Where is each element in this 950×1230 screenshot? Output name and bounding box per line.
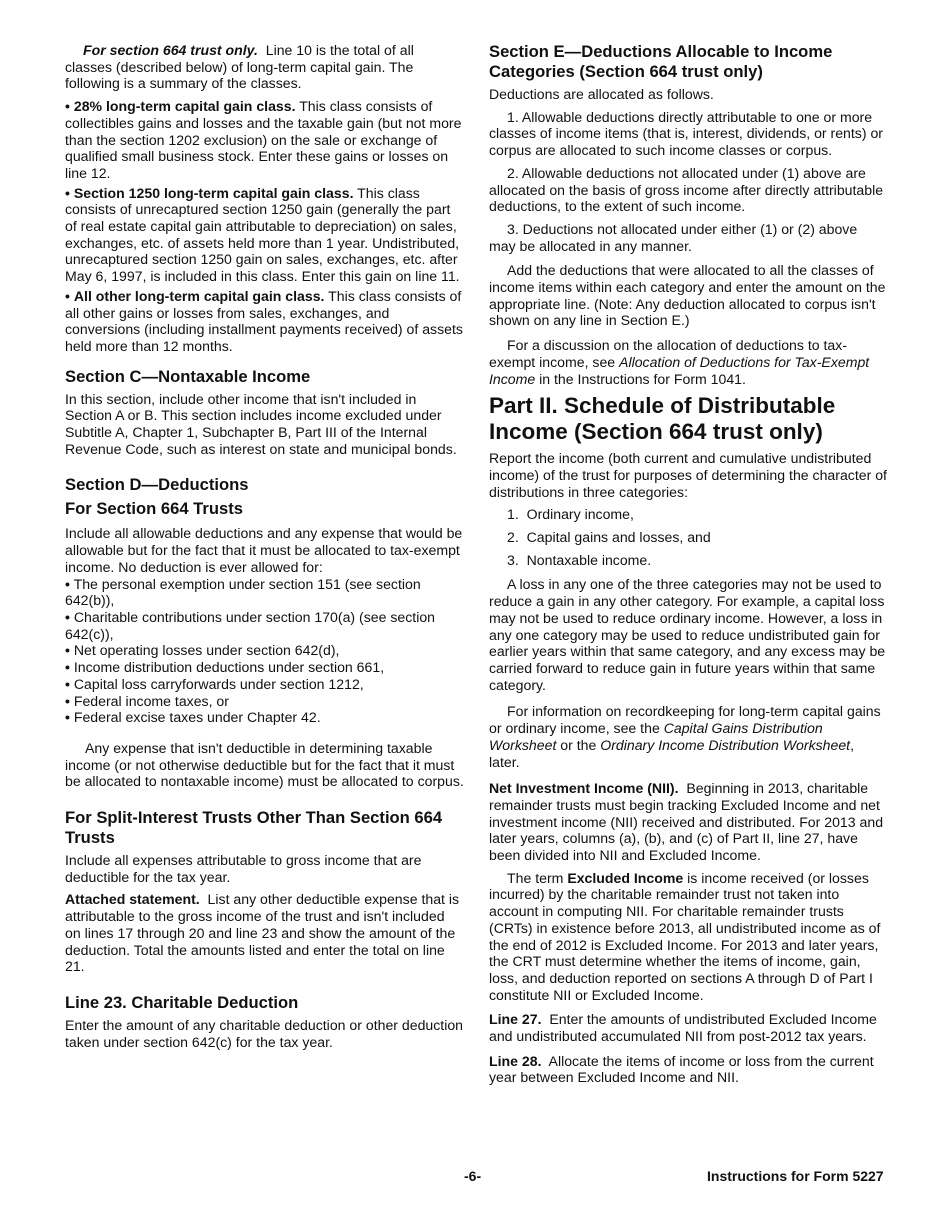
split-interest-heading: For Split-Interest Trusts Other Than Section 664 Trusts xyxy=(65,808,443,848)
category-label: Ordinary income, xyxy=(526,506,634,523)
section-664-subheading: For Section 664 Trusts xyxy=(65,499,243,519)
bullet-icon: • xyxy=(65,608,70,625)
category-item xyxy=(507,552,887,569)
form-title: Instructions for Form 5227 xyxy=(707,1168,884,1184)
capital-gains-worksheet-reference: Capital Gains Distribution Worksheet xyxy=(489,720,823,753)
intro-text: Line 10 is the total of all classes (described below) of long-term capital gain. The following is a summary of the classes. xyxy=(65,42,414,92)
class-title: All other long-term capital gain class. xyxy=(73,287,325,304)
line27-text: Enter the amounts of undistributed Excluded Income and undistributed accumulated NII from post-2012 tax years. xyxy=(489,1011,877,1045)
bullet-icon: • xyxy=(65,642,70,659)
class-text: This class consists of all other gains or losses from sales, exchanges, and conversions (including installment payments received) of assets held more than 12 months. xyxy=(65,287,463,354)
class-item xyxy=(65,98,464,182)
bullet-icon: • xyxy=(65,98,70,115)
category-item xyxy=(507,529,887,546)
left-column xyxy=(65,42,464,1056)
bullet-icon: • xyxy=(65,709,70,726)
loss-paragraph: A loss in any one of the three categories may not be used to reduce a gain in any other category. For example, a capital loss may not be used to reduce ordinary income. However, a loss in any one category may be used to reduce undistributed gain for earlier years within that same category, and any excess may be carried forward to reduce gain in future years within that same category. xyxy=(489,576,886,693)
list-item-text: Net operating losses under section 642(d), xyxy=(73,642,340,659)
excluded-text: The term xyxy=(507,869,568,886)
expense-paragraph: Any expense that isn't deductible in determining taxable income (or not otherwise deductible but for the fact that it must be allocated to nontaxable income) must be allocated to corpus. xyxy=(65,739,464,790)
category-label: Nontaxable income. xyxy=(526,551,652,568)
bullet-icon: • xyxy=(65,675,70,692)
list-item xyxy=(65,642,464,659)
section-c-text: In this section, include other income that isn't included in Section A or B. This section includes income excluded under Subtitle A, Chapter 1, Subchapter B, Part III of the Internal Revenue Code, such as interest on state and municipal bonds. xyxy=(65,390,457,457)
section-e-intro: Deductions are allocated as follows. xyxy=(489,86,714,102)
recordkeeping-text-mid: or the xyxy=(556,736,601,753)
bullet-icon: • xyxy=(65,184,70,201)
list-item-text: Federal income taxes, or xyxy=(73,692,229,709)
list-item xyxy=(65,609,464,642)
part2-intro: Report the income (both current and cumulative undistributed income) of the trust for purposes of determining the character of distributions in three categories: xyxy=(489,450,887,500)
bullet-icon: • xyxy=(65,692,70,709)
right-column xyxy=(489,42,887,1092)
line28-lead: Line 28. xyxy=(489,1052,542,1069)
list-item xyxy=(65,676,464,693)
category-label: Capital gains and losses, and xyxy=(526,529,711,546)
list-item-text: Capital loss carryforwards under section 1212, xyxy=(73,675,364,692)
list-item xyxy=(65,659,464,676)
ordinary-income-worksheet-reference: Ordinary Income Distribution Worksheet xyxy=(600,736,851,753)
recordkeeping-text-end: , later. xyxy=(489,736,855,770)
page-number: -6- xyxy=(464,1168,482,1184)
category-number: 1. xyxy=(507,506,519,523)
list-item-text: Federal excise taxes under Chapter 42. xyxy=(73,709,321,726)
discussion-text: For a discussion on the allocation of deductions to tax-exempt income, see xyxy=(489,337,848,370)
recordkeeping-text: For information on recordkeeping for long-term capital gains or ordinary income, see the xyxy=(489,703,881,737)
section-d-heading: Section D—Deductions xyxy=(65,475,249,495)
attached-statement-lead: Attached statement. xyxy=(65,891,200,908)
class-item xyxy=(65,185,464,285)
allocation-item: 1. Allowable deductions directly attributable to one or more classes of income items (that is, interest, dividends, or rents) or corpus are allocated to such income classes or corpus. xyxy=(489,108,883,159)
recordkeeping-paragraph xyxy=(489,703,887,770)
capital-gain-classes xyxy=(65,98,464,355)
add-deductions-paragraph: Add the deductions that were allocated to all the classes of income items within each category and enter the amount on the appropriate line. (Note: Any deduction allocated to corpus isn't shown on any line in Section E.) xyxy=(489,262,886,329)
excluded-income-term: Excluded Income xyxy=(567,869,684,886)
nii-text: Beginning in 2013, charitable remainder trusts must begin tracking Excluded Income and net investment income (NII) received and distributed. For 2013 and later years, columns (a), (b), and (c) of Part II, line 27, have been divided into NII and Excluded Income. xyxy=(489,780,884,864)
excluded-income-paragraph xyxy=(489,870,887,1004)
list-item-text: Income distribution deductions under section 661, xyxy=(73,659,385,676)
line28-text: Allocate the items of income or loss from the current year between Excluded Income and NII. xyxy=(489,1052,874,1086)
class-text: This class consists of unrecaptured section 1250 gain (generally the part of real estate capital gain attributable to depreciation) on sales, exchanges, etc. of assets held more than 1 year. Undistributed, unrecaptured section 1250 gain on sales, exchanges, etc. after May 6, 1997, is included in this class. Enter this gain on line 11. xyxy=(65,184,460,285)
class-item xyxy=(65,288,464,355)
section-d-text: Include all allowable deductions and any expense that would be allowable but for the fact that it must be allocated to tax-exempt income. No deduction is ever allowed for: xyxy=(65,525,463,575)
section-e-heading: Section E—Deductions Allocable to Income Categories (Section 664 trust only) xyxy=(489,42,833,81)
income-categories-list xyxy=(489,506,887,568)
attached-statement-text: List any other deductible expense that is attributable to the gross income of the trust and isn't included on lines 17 through 20 and line 23 and show the amount of the deduction. Total the amounts listed and enter the total on line 21. xyxy=(65,891,460,975)
section-c-heading: Section C—Nontaxable Income xyxy=(65,366,311,386)
bullet-icon: • xyxy=(65,575,70,592)
nii-lead: Net Investment Income (NII). xyxy=(489,780,679,797)
category-item xyxy=(507,506,887,523)
part2-heading: Part II. Schedule of Distributable Income (Section 664 trust only) xyxy=(489,393,836,445)
excluded-text-end: is income received (or losses incurred) by the charitable remainder trust not taken into account in computing NII. For charitable remainder trusts (CRTs) in existence before 2013, all undistributed income as of the end of 2012 is Excluded Income. For 2013 and later years, the CRT must determine whether the items of income, gain, loss, and deduction reported on sections A through D of Part I constitute NII or Excluded Income. xyxy=(489,869,881,1003)
allocation-item: 3. Deductions not allocated under either (1) or (2) above may be allocated in any manner. xyxy=(489,220,858,254)
bullet-icon: • xyxy=(65,659,70,676)
split-interest-text: Include all expenses attributable to gross income that are deductible for the tax year. xyxy=(65,852,422,885)
allocation-item: 2. Allowable deductions not allocated under (1) above are allocated on the basis of gross income after directly attributable deductions, to the extent of such income. xyxy=(489,164,884,215)
nii-paragraph xyxy=(489,780,887,864)
bullet-icon: • xyxy=(65,287,70,304)
attached-statement-paragraph xyxy=(65,891,464,975)
line28-paragraph xyxy=(489,1053,887,1086)
line23-heading: Line 23. Charitable Deduction xyxy=(65,992,299,1012)
line23-text: Enter the amount of any charitable deduction or other deduction taken under section 642(c) for the tax year. xyxy=(65,1016,464,1050)
intro-lead: For section 664 trust only. xyxy=(83,42,258,58)
list-item xyxy=(65,693,464,710)
class-title: Section 1250 long-term capital gain class. xyxy=(73,184,354,201)
class-text: This class consists of collectibles gains and losses and the taxable gain (but not more than the section 1202 exclusion) on the sale or exchange of qualified small business stock. Enter these gains or losses on line 12. xyxy=(65,98,462,181)
discussion-text-end: in the Instructions for Form 1041. xyxy=(535,370,746,387)
line27-lead: Line 27. xyxy=(489,1011,542,1028)
category-number: 2. xyxy=(507,529,519,546)
list-item xyxy=(65,709,464,726)
list-item xyxy=(65,576,464,609)
no-deduction-list xyxy=(65,576,464,726)
line27-paragraph xyxy=(489,1011,887,1044)
list-item-text: Charitable contributions under section 170(a) (see section 642(c)), xyxy=(65,608,436,642)
discussion-paragraph xyxy=(489,337,887,387)
discussion-reference: Allocation of Deductions for Tax-Exempt Income xyxy=(489,353,870,387)
class-title: 28% long-term capital gain class. xyxy=(73,98,296,115)
list-item-text: The personal exemption under section 151 (see section 642(b)), xyxy=(65,575,421,609)
category-number: 3. xyxy=(507,551,519,568)
intro-paragraph xyxy=(65,42,464,92)
